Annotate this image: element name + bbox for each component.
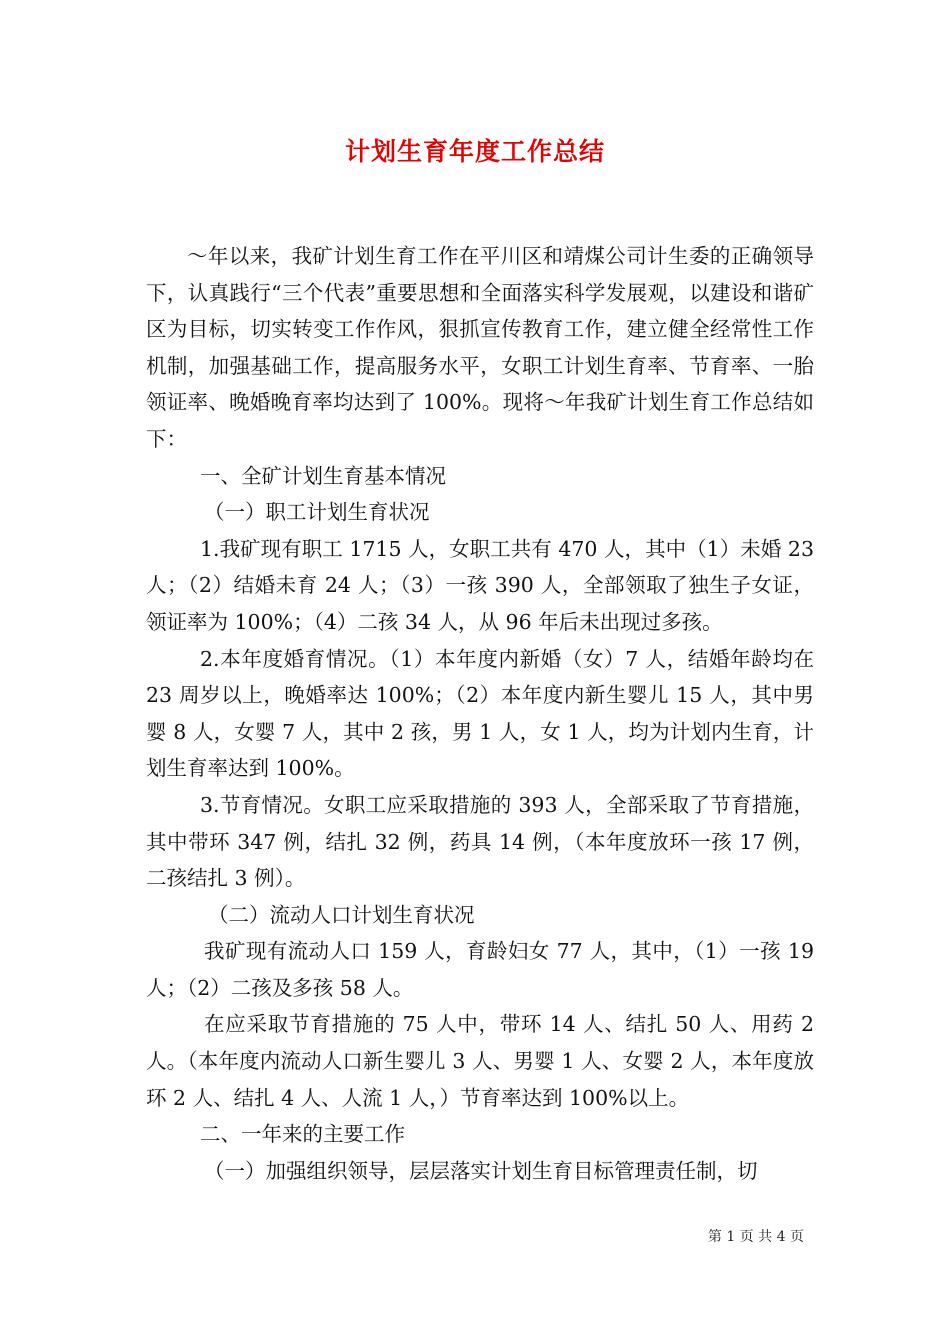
document-title: 计划生育年度工作总结 [344, 137, 605, 166]
subsection-heading-1: （一）职工计划生育状况 [204, 500, 430, 525]
page-number-footer: 第 1 页 共 4 页 [707, 1229, 804, 1245]
paragraph-floating-population: 我矿现有流动人口 159 人，育龄妇女 77 人，其中，（1）一孩 19 人；（2）二孩及多孩 58 人。 [146, 939, 814, 1000]
section-heading-2: 二、一年来的主要工作 [200, 1122, 405, 1147]
section-heading-1: 一、全矿计划生育基本情况 [200, 463, 446, 488]
subsection-heading-2: （二）流动人口计划生育状况 [208, 902, 475, 927]
paragraph-item-3: 3.节育情况。女职工应采取措施的 393 人，全部采取了节育措施，其中带环 347 例，结扎 32 例，药具 14 例，（本年度放环一孩 17 例，二孩结扎 3 例）。 [146, 792, 814, 891]
paragraph-item-2: 2.本年度婚育情况。（1）本年度内新婚（女）7 人，结婚年龄均在 23 周岁以上，晚婚率达 100%；（2）本年度内新生婴儿 15 人，其中男婴 8 人，女婴 7 人，其中 2 孩，男 1 人，女 1 人，均为计划内生育，计划生育率达到 100%。 [146, 646, 814, 781]
paragraph-main-work-1: （一）加强组织领导，层层落实计划生育目标管理责任制，切 [204, 1158, 758, 1183]
paragraph-item-1: 1.我矿现有职工 1715 人，女职工共有 470 人，其中（1）未婚 23 人；（2）结婚未育 24 人；（3）一孩 390 人，全部领取了独生子女证，领证率为 100%；（4）二孩 34 人，从 96 年后未出现过多孩。 [146, 536, 814, 634]
intro-paragraph: ～年以来，我矿计划生育工作在平川区和靖煤公司计生委的正确领导下，认真践行“三个代表”重要思想和全面落实科学发展观，以建设和谐矿区为目标，切实转变工作作风，狠抓宣传教育工作，建立健全经常性工作机制，加强基础工作，提高服务水平，女职工计划生育率、节育率、一胎领证率、晚婚晚育率均达到了 100%。现将～年我矿计划生育工作总结如下： [146, 244, 814, 451]
document-body [146, 238, 814, 1189]
paragraph-contraception: 在应采取节育措施的 75 人中，带环 14 人、结扎 50 人、用药 2 人。（本年度内流动人口新生婴儿 3 人、男婴 1 人、女婴 2 人，本年度放环 2 人、结扎 4 人、人流 1 人，）节育率达到 100%以上。 [146, 1012, 814, 1110]
